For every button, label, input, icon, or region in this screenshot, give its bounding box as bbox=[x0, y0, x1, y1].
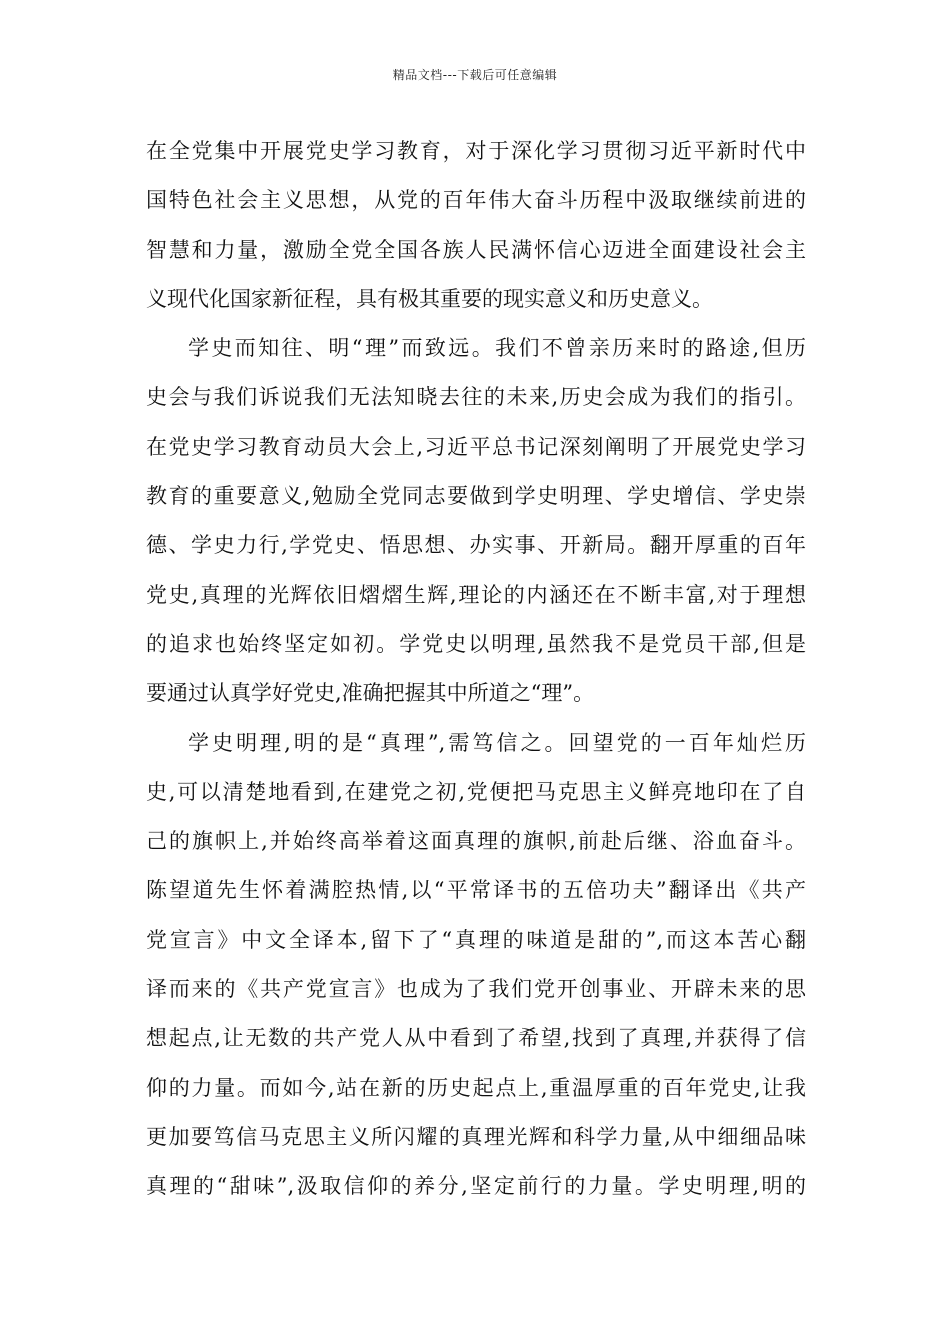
text-line: 在党史学习教育动员大会上,习近平总书记深刻阐明了开展党史学习 bbox=[146, 434, 806, 459]
text-line: 德、学史力行,学党史、悟思想、办实事、开新局。翻开厚重的百年 bbox=[146, 533, 806, 558]
text-line: 党宣言》中文全译本,留下了“真理的味道是甜的”,而这本苦心翻 bbox=[146, 927, 806, 952]
text-line: 译而来的《共产党宣言》也成为了我们党开创事业、开辟未来的思 bbox=[146, 977, 806, 1002]
text-line: 仰的力量。而如今,站在新的历史起点上,重温厚重的百年党史,让我 bbox=[146, 1075, 806, 1100]
text-line: 义现代化国家新征程，具有极其重要的现实意义和历史意义。 bbox=[146, 286, 713, 311]
text-line: 学史而知往、明“理”而致远。我们不曾亲历来时的路途,但历 bbox=[188, 336, 806, 361]
text-line: 更加要笃信马克思主义所闪耀的真理光辉和科学力量,从中细细品味 bbox=[146, 1124, 806, 1149]
text-line: 的追求也始终坚定如初。学党史以明理,虽然我不是党员干部,但是 bbox=[146, 631, 806, 656]
text-line: 史会与我们诉说我们无法知晓去往的未来,历史会成为我们的指引。 bbox=[146, 385, 806, 410]
text-line: 国特色社会主义思想，从党的百年伟大奋斗历程中汲取继续前进的 bbox=[146, 188, 806, 213]
text-line: 己的旗帜上,并始终高举着这面真理的旗帜,前赴后继、浴血奋斗。 bbox=[146, 829, 806, 854]
text-line: 想起点,让无数的共产党人从中看到了希望,找到了真理,并获得了信 bbox=[146, 1026, 806, 1051]
text-line: 学史明理,明的是“真理”,需笃信之。回望党的一百年灿烂历 bbox=[188, 730, 806, 755]
text-line: 史,可以清楚地看到,在建党之初,党便把马克思主义鲜亮地印在了自 bbox=[146, 779, 806, 804]
document-body bbox=[146, 132, 806, 1217]
page-header: 精品文档---下载后可任意编辑 bbox=[392, 68, 558, 82]
text-line: 教育的重要意义,勉励全党同志要做到学史明理、学史增信、学史崇 bbox=[146, 484, 806, 509]
text-line: 要通过认真学好党史,准确把握其中所道之“理”。 bbox=[146, 681, 595, 706]
text-line: 真理的“甜味”,汲取信仰的养分,坚定前行的力量。学史明理,明的 bbox=[146, 1174, 806, 1199]
text-line: 陈望道先生怀着满腔热情,以“平常译书的五倍功夫”翻译出《共产 bbox=[146, 878, 806, 903]
text-line: 党史,真理的光辉依旧熠熠生辉,理论的内涵还在不断丰富,对于理想 bbox=[146, 582, 806, 607]
text-line: 智慧和力量，激励全党全国各族人民满怀信心迈进全面建设社会主 bbox=[146, 237, 806, 262]
text-line: 在全党集中开展党史学习教育，对于深化学习贯彻习近平新时代中 bbox=[146, 139, 806, 163]
